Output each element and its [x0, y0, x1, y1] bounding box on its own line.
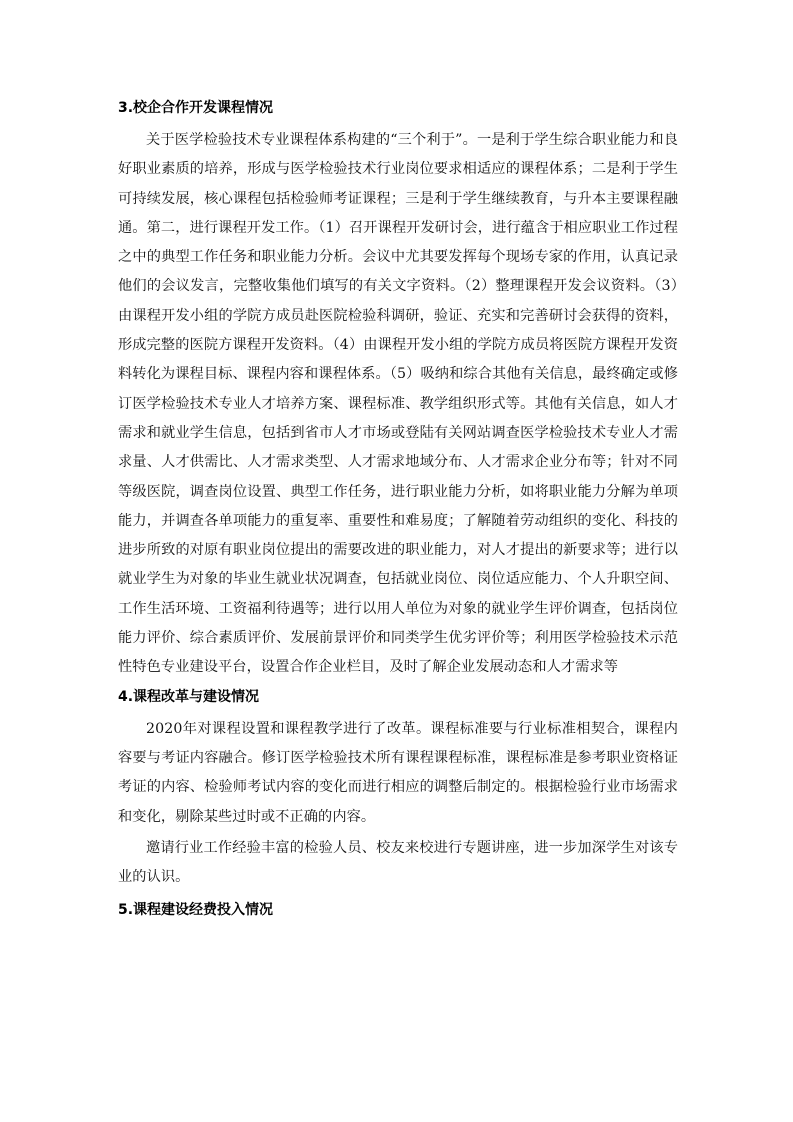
- document-body: [118, 96, 678, 922]
- section-4-paragraph-2: 邀请行业工作经验丰富的检验人员、校友来校进行专题讲座，进一步加深学生对该专业的认识。: [118, 839, 678, 886]
- section-heading-4: 4.课程改革与建设情况: [118, 688, 260, 705]
- section-4-paragraph-1: 2020年对课程设置和课程教学进行了改革。课程标准要与行业标准相契合，课程内容要与考证内容融合。修订医学检验技术所有课程课程标准，课程标准是参考职业资格证考证的内容、检验师考试内容的变化而进行相应的调整后制定的。根据检验行业市场需求和变化，剔除某些过时或不正确的内容。: [118, 720, 678, 825]
- section-heading-3: 3.校企合作开发课程情况: [118, 100, 274, 116]
- section-heading-5: 5.课程建设经费投入情况: [118, 902, 274, 919]
- section-3-paragraph: 关于医学检验技术专业课程体系构建的“三个利于”。一是利于学生综合职业能力和良好职业素质的培养，形成与医学检验技术行业岗位要求相适应的课程体系；二是利于学生可持续发展，核心课程包括检验师考证课程；三是利于学生继续教育，与升本主要课程融通。第二，进行课程开发工作。（1）召开课程开发研讨会，进行蕴含于相应职业工作过程之中的典型工作任务和职业能力分析。会议中尤其要发挥每个现场专家的作用，认真记录他们的会议发言，完整收集他们填写的有关文字资料。（2）整理课程开发会议资料。（3）由课程开发小组的学院方成员赴医院检验科调研，验证、充实和完善研讨会获得的资料，形成完整的医院方课程开发资料。（4）由课程开发小组的学院方成员将医院方课程开发资料转化为课程目标、课程内容和课程体系。（5）吸纳和综合其他有关信息，最终确定或修订医学检验技术专业人才培养方案、课程标准、教学组织形式等。其他有关信息，如人才需求和就业学生信息，包括到省市人才市场或登陆有关网站调查医学检验技术专业人才需求量、人才供需比、人才需求类型、人才需求地域分布、人才需求企业分布等；针对不同等级医院，调查岗位设置、典型工作任务，进行职业能力分析，如将职业能力分解为单项能力，并调查各单项能力的重复率、重要性和难易度；了解随着劳动组织的变化、科技的进步所致的对原有职业岗位提出的需要改进的职业能力，对人才提出的新要求等；进行以就业学生为对象的毕业生就业状况调查，包括就业岗位、岗位适应能力、个人升职空间、工作生活环境、工资福利待遇等；进行以用人单位为对象的就业学生评价调查，包括岗位能力评价、综合素质评价、发展前景评价和同类学生优劣评价等；利用医学检验技术示范性特色专业建设平台，设置合作企业栏目，及时了解企业发展动态和人才需求等: [118, 132, 678, 676]
